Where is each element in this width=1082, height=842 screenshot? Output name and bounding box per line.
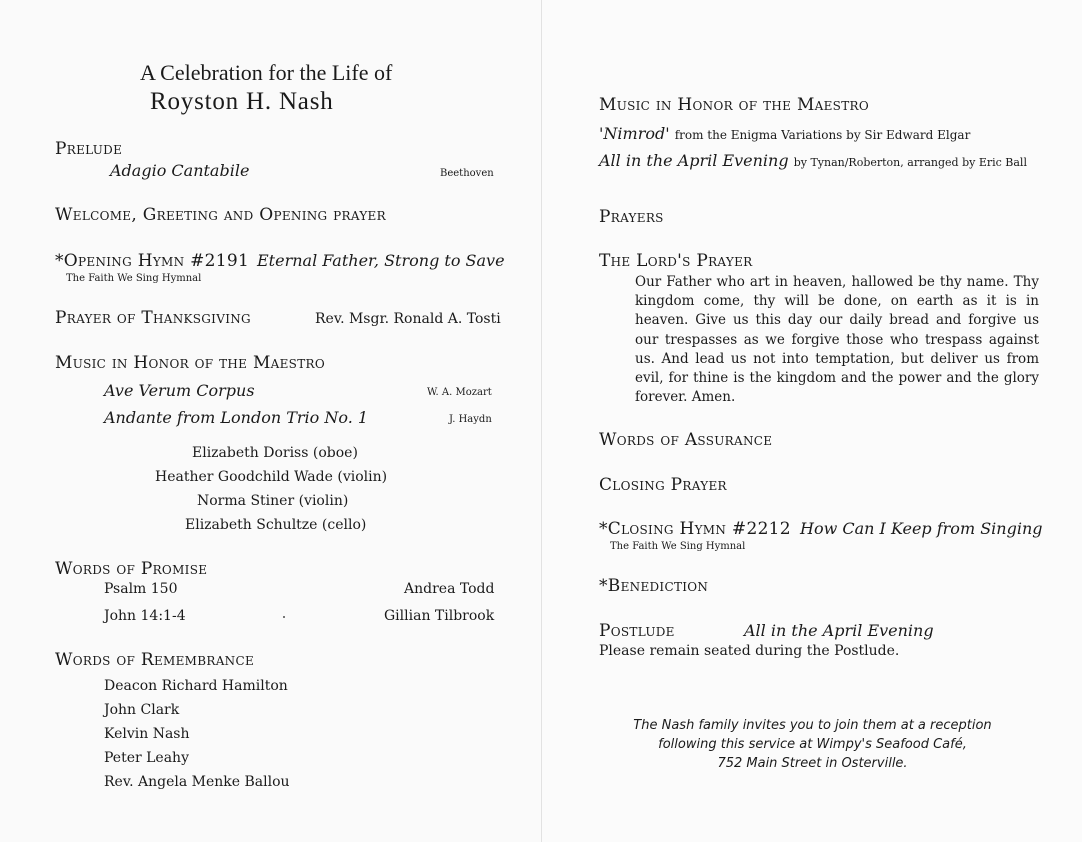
music-composer-1: W. A. Mozart — [427, 387, 492, 398]
promise-heading: Words of Promise — [55, 559, 208, 579]
music-heading: Music in Honor of the Maestro — [55, 353, 325, 373]
closing-prayer-heading: Closing Prayer — [599, 475, 727, 495]
closing-hymn-source: The Faith We Sing Hymnal — [610, 541, 746, 552]
lords-prayer-text: Our Father who art in heaven, hallowed be thy name. Thy kingdom come, thy will be done, on earth as it is in heaven. Give us this day our daily bread and forgive us our trespasses as we forgive those who trespass against us. And lead us not into temptation, but deliver us from evil, for thine is the kingdom and the power and the glory forever. Amen. — [635, 274, 1039, 406]
speaker: Rev. Angela Menke Ballou — [104, 774, 290, 790]
reading-reader: Gillian Tilbrook — [384, 608, 495, 624]
reception-line: 752 Main Street in Osterville. — [717, 756, 908, 771]
opening-hymn-title: Eternal Father, Strong to Save — [257, 251, 505, 270]
reading-text: Psalm 150 — [104, 581, 178, 597]
postlude-heading: Postlude — [599, 621, 675, 641]
performer: Elizabeth Schultze (cello) — [185, 517, 367, 533]
postlude-note: Please remain seated during the Postlude. — [599, 643, 900, 659]
welcome-heading: Welcome, Greeting and Opening prayer — [55, 205, 386, 225]
music-composer-2: J. Haydn — [449, 414, 492, 425]
prelude-piece: Adagio Cantabile — [110, 161, 250, 180]
right-music-line-2 — [599, 151, 1027, 170]
reading-text: John 14:1-4 — [104, 608, 186, 624]
title-line2: Royston H. Nash — [150, 88, 334, 115]
performer: Heather Goodchild Wade (violin) — [155, 469, 388, 485]
reading-reader: Andrea Todd — [404, 581, 495, 597]
music-piece-1: Ave Verum Corpus — [104, 381, 255, 400]
right-music-heading: Music in Honor of the Maestro — [599, 95, 869, 115]
speaker: Deacon Richard Hamilton — [104, 678, 288, 694]
reception-line: The Nash family invites you to join them at a reception — [633, 718, 992, 733]
right-piece-2-detail: by Tynan/Roberton, arranged by Eric Ball — [793, 156, 1027, 169]
title-line1: A Celebration for the Life of — [140, 60, 393, 85]
opening-hymn-heading: *Opening Hymn #2191 — [55, 251, 250, 271]
left-page — [0, 0, 540, 842]
thanksgiving-officiant: Rev. Msgr. Ronald A. Tosti — [315, 311, 501, 327]
prelude-composer: Beethoven — [440, 168, 494, 179]
speaker: Kelvin Nash — [104, 726, 190, 742]
benediction-heading: *Benediction — [599, 576, 709, 596]
lords-prayer-heading: The Lord's Prayer — [599, 251, 753, 271]
speaker: John Clark — [104, 702, 180, 718]
right-music-line-1 — [599, 124, 970, 143]
postlude-piece: All in the April Evening — [744, 621, 934, 640]
right-piece-1-detail: from the Enigma Variations by Sir Edward Elgar — [674, 128, 971, 142]
remembrance-heading: Words of Remembrance — [55, 650, 255, 670]
speaker: Peter Leahy — [104, 750, 189, 766]
prayers-heading: Prayers — [599, 207, 664, 227]
closing-hymn-heading: *Closing Hymn #2212 — [599, 519, 791, 539]
right-piece-2-title: All in the April Evening — [599, 151, 789, 170]
performer: Elizabeth Doriss (oboe) — [192, 445, 358, 461]
music-piece-2: Andante from London Trio No. 1 — [104, 408, 369, 427]
reception-line: following this service at Wimpy's Seafood Café, — [658, 737, 967, 752]
closing-hymn-title: How Can I Keep from Singing — [800, 519, 1043, 538]
opening-hymn-source: The Faith We Sing Hymnal — [66, 273, 202, 284]
right-piece-1-title: 'Nimrod' — [599, 124, 670, 143]
stray-dot — [283, 616, 285, 618]
thanksgiving-heading: Prayer of Thanksgiving — [55, 308, 251, 328]
assurance-heading: Words of Assurance — [599, 430, 773, 450]
performer: Norma Stiner (violin) — [197, 493, 349, 509]
prelude-heading: Prelude — [55, 139, 123, 159]
right-page — [541, 0, 1082, 842]
